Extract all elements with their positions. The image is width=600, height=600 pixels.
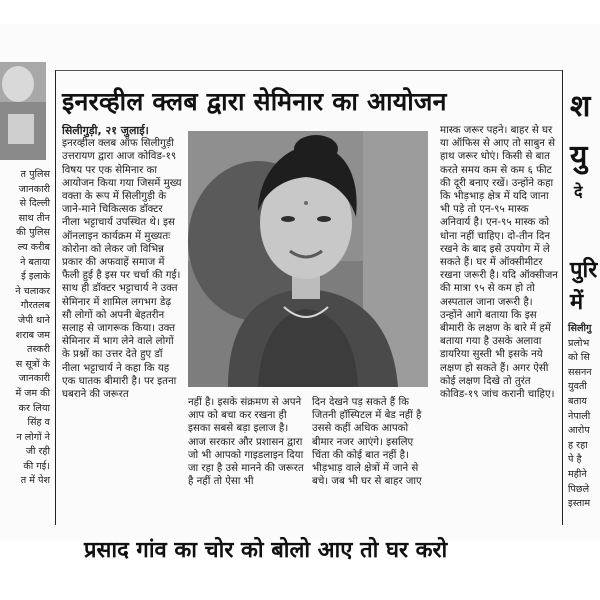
article-column-2 <box>188 396 304 520</box>
article-dateline: सिलीगुड़ी, २१ जुलाई। <box>62 124 149 137</box>
article-body-col4: मास्क जरूर पहने। बाहर से घर या ऑफिस से आए तो साबुन से हाथ जरूर धोएं। किसी से बात करते समय कम से कम ६ फीट की दूरी बनाए रखें। उन्होंने कहा कि भीड़भाड़ क्षेत्र में यदि जाना भी पड़े तो एन-९५ मास्क अनिवार्य है। एन-९५ मास्क को धोना नहीं चाहिए। दो-तीन दिन रखने के बाद इसे उपयोग में ले सकते हैं। घर में ऑक्सीमीटर रखना जरूरी है। यदि ऑक्सीजन की मात्रा ९५ से कम हो तो अस्पताल जाना जरूरी है। उन्होंने आगे बताया कि इस बीमारी के लक्षण के बारे में हमें बताया गया है उसके अलावा डायरिया सुस्ती भी इसके नये लक्षण हो सकते हैं। अगर ऐसी कोई लक्षण दिखे तो तुरंत कोविड-१९ जांच करानी चाहिए। <box>440 125 558 401</box>
scan-margin <box>0 0 600 24</box>
right-fragment-subhead: दे <box>574 182 583 201</box>
article-column-3 <box>312 396 430 520</box>
right-article-fragment: सिलीगु प्रलोभ को सि ससनन युवती बताय नेपाली आरोप ह रहा पे है महीने पिछले इस्ताम <box>568 323 592 510</box>
right-fragment-heading-3: पुरि <box>570 258 598 283</box>
column-rule-left <box>55 70 56 525</box>
right-fragment-heading-4: में <box>570 290 584 315</box>
article-headline: इनरव्हील क्लब द्वारा सेमिनार का आयोजन <box>62 87 447 116</box>
article-column-4 <box>440 124 558 520</box>
top-rule <box>56 70 562 71</box>
right-fragment-heading-1: श <box>570 89 591 124</box>
article-body-col2: नहीं है। इसके संक्रमण से अपने आप को बचा कर रखना ही इसका सबसे बड़ा इलाज है। आज सरकार और प्रशासन द्वारा जो भी आपको गाइडलाइन दिया जा रहा है उसे मानने की जरूरत है नहीं तो ऐसा भी <box>188 397 304 488</box>
column-rule-right <box>562 70 563 525</box>
article-body-col3: दिन देखने पड़ सकते हैं कि जितनी हॉस्पिटल में बेड नहीं है उससे कहीं अधिक आपको बीमार नजर आएंगे। इसलिए चिंता की कोई बात नहीं है। भीड़भाड़ वाले क्षेत्रों में जाने से बचे। जब भी घर से बाहर जाए <box>312 397 422 488</box>
left-article-photo <box>0 62 46 160</box>
right-fragment-heading-2: यु <box>570 139 588 174</box>
next-article-headline-cutoff: प्रसाद गांव का चोर को बोलो आए तो घर करो <box>84 538 448 563</box>
article-body-col1: इनरव्हील क्लब ऑफ सिलीगुड़ी उत्तरायण द्वारा आज कोविड-१९ विषय पर एक सेमिनार का आयोजन किया गया जिसमें मुख्य वक्ता के रूप में सिलीगुड़ी के जाने-माने चिकित्सक डॉक्टर नीला भट्टाचार्य उपस्थित थे। इस ऑनलाइन कार्यक्रम में मुख्यतः कोरोना को लेकर जो विभिन्न प्रकार की अफवाहें समाज में फैली हुई है इस पर चर्चा की गई। साथ ही डॉक्टर भट्टाचार्य ने उक्त सेमिनार में शामिल लगभग डेढ़ सौ लोगों को अपनी बेहतरीन सलाह से जागरूक किया। उक्त सेमिनार में भाग लेने वाले लोगों के प्रश्नों का उत्तर देते हुए डॉ नीला भट्टाचार्य ने कहा कि यह एक घातक बीमारी है। पर इतना घबराने की जरूरत <box>62 138 182 401</box>
article-column-1 <box>62 124 182 520</box>
doctor-portrait-photo <box>188 131 428 387</box>
left-article-fragment: त पुलिस जानकारी से दिल्ली साथ तीन की पुलिस ल्य करीब ने बताया ई इलाके ने चलाकर गौरतलब जेपी थाने शराब जम तस्करी स सूत्रों के जानकारी में जम की कर लिया सिंह व न लोगों ने जी रही की गई। त में पेश <box>15 169 50 487</box>
